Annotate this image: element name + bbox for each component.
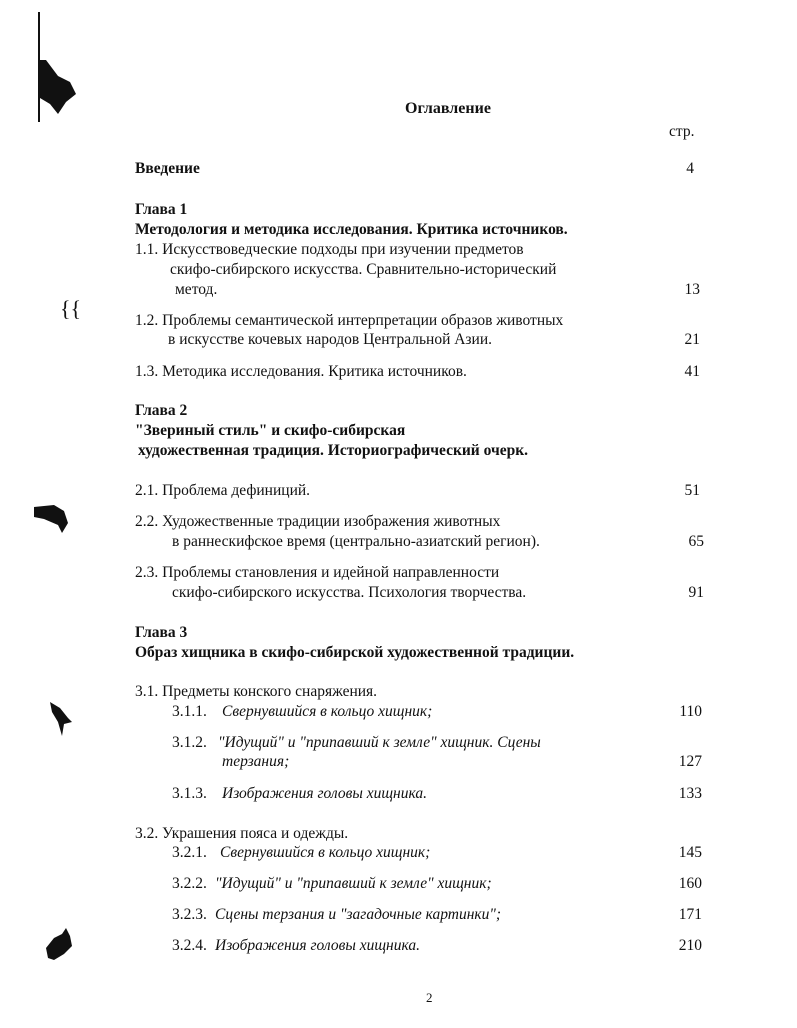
sec-3-2-1-text: Свернувшийся в кольцо хищник; [220, 844, 431, 861]
sec-2-3-page: 91 [688, 584, 704, 601]
sec-3-2-4-text: Изображения головы хищника. [215, 937, 420, 954]
sec-1-1-line2: скифо-сибирского искусства. Сравнительно-исторический [170, 261, 557, 278]
sec-3-1-1-number: 3.1.1. [172, 703, 207, 720]
chapter-1-heading: Глава 1 [135, 201, 188, 218]
sec-3-1-2-text-line1: "Идущий" и "припавший к земле" хищник. Сцены [218, 734, 541, 751]
sec-3-1-1-text: Свернувшийся в кольцо хищник; [222, 703, 433, 720]
sec-2-3-line2: скифо-сибирского искусства. Психология творчества. [172, 584, 527, 601]
scan-blot-2 [34, 503, 70, 539]
sec-3-2-2-number: 3.2.2. [172, 875, 207, 892]
sec-3-2-3-page: 171 [678, 906, 702, 923]
sec-3-2-1-number: 3.2.1. [172, 844, 207, 861]
intro-label: Введение [135, 160, 200, 177]
sec-3-1-label: 3.1. Предметы конского снаряжения. [135, 683, 378, 700]
sec-2-3-line1: 2.3. Проблемы становления и идейной направленности [135, 564, 500, 581]
sec-1-1-line1: 1.1. Искусствоведческие подходы при изучении предметов [135, 241, 524, 258]
page-column-label: стр. [669, 123, 695, 140]
sec-3-1-3-number: 3.1.3. [172, 785, 207, 802]
sec-3-2-2-text: "Идущий" и "припавший к земле" хищник; [215, 875, 492, 892]
sec-3-1-2-number: 3.1.2. [172, 734, 207, 751]
sec-2-2-line2: в раннескифское время (центрально-азиатский регион). [172, 533, 540, 550]
sec-1-3-line1: 1.3. Методика исследования. Критика источников. [135, 363, 467, 380]
scan-blot-1 [36, 58, 78, 116]
sec-3-2-3-number: 3.2.3. [172, 906, 207, 923]
page-number: 2 [426, 990, 433, 1005]
chapter-2-title-line2: художественная традиция. Историографический очерк. [138, 442, 529, 459]
sec-1-2-line2: в искусстве кочевых народов Центральной Азии. [168, 331, 493, 348]
sec-2-2-line1: 2.2. Художественные традиции изображения животных [135, 513, 501, 530]
sec-3-1-2-page: 127 [678, 753, 702, 770]
sec-1-3-page: 41 [684, 363, 700, 380]
sec-2-1-line1: 2.1. Проблема дефиниций. [135, 482, 311, 499]
chapter-1-title: Методология и методика исследования. Критика источников. [135, 221, 568, 238]
sec-2-2-page: 65 [688, 533, 704, 550]
sec-3-2-4-page: 210 [678, 937, 702, 954]
scan-squiggle: {{ [60, 296, 82, 321]
intro-page: 4 [686, 160, 694, 177]
sec-1-1-page: 13 [684, 281, 700, 298]
sec-3-2-2-page: 160 [678, 875, 702, 892]
sec-3-2-1-page: 145 [678, 844, 702, 861]
sec-3-2-3-text: Сцены терзания и "загадочные картинки"; [215, 906, 502, 923]
chapter-3-heading: Глава 3 [135, 624, 188, 641]
sec-3-1-2-text-line2-main: терзания [222, 753, 285, 770]
sec-1-2-line1: 1.2. Проблемы семантической интерпретации образов животных [135, 312, 564, 329]
sec-3-1-2-text-line2: терзания; [222, 753, 290, 770]
scan-blot-3 [48, 700, 74, 740]
sec-3-1-3-text: Изображения головы хищника. [222, 785, 427, 802]
chapter-2-heading: Глава 2 [135, 402, 188, 419]
sec-3-1-1-page: 110 [679, 703, 702, 720]
sec-1-1-line3: метод. [175, 281, 218, 298]
scan-blot-4 [44, 926, 76, 962]
sec-3-2-4-number: 3.2.4. [172, 937, 207, 954]
sec-1-2-page: 21 [684, 331, 700, 348]
chapter-3-title: Образ хищника в скифо-сибирской художественной традиции. [135, 644, 575, 661]
sec-3-2-label: 3.2. Украшения пояса и одежды. [135, 825, 349, 842]
chapter-2-title-line1: "Звериный стиль" и скифо-сибирская [135, 422, 406, 439]
sec-3-1-3-page: 133 [678, 785, 702, 802]
sec-2-1-page: 51 [684, 482, 700, 499]
toc-title: Оглавление [405, 100, 491, 117]
